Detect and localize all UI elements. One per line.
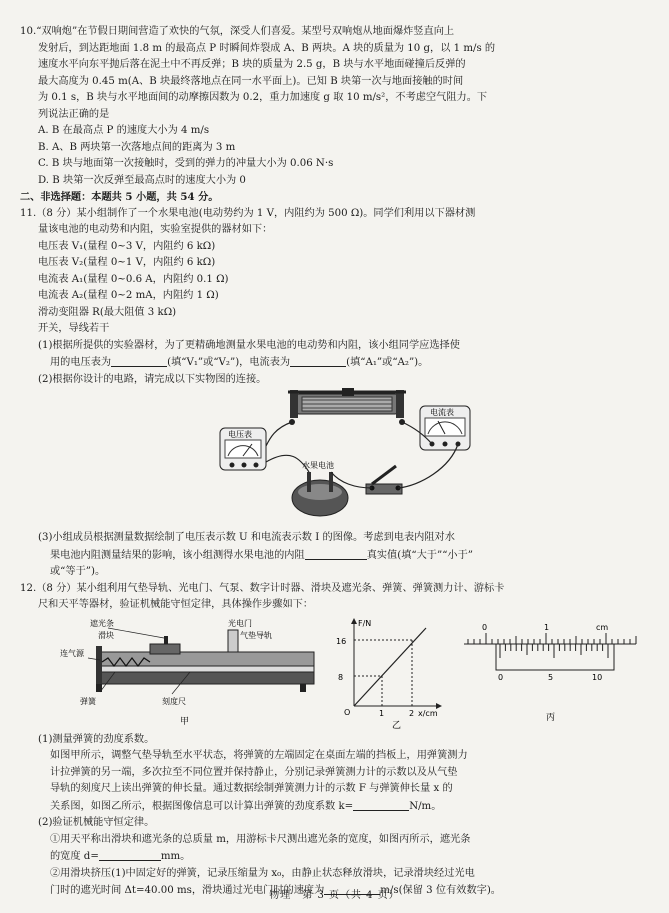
wire [398,444,458,488]
q12-part2-answer-line [20,848,652,866]
text: 门时的遮光时间 Δt=40.00 ms，滑块通过光电门时的速度为 [50,885,325,896]
chart-origin: O [344,707,351,717]
section-heading: 二、非选择题：本题共 5 小题，共 54 分。 [20,191,219,203]
ruler-label: 刻度尺 [162,696,186,706]
q10-line: 10.“双响炮”在节假日期间营造了欢快的气氛，深受人们喜爱。某型号双响炮从地面爆炸竖直向上 [20,26,455,37]
q12-part1-line: 如图甲所示，调整气垫导轨至水平状态，将弹簧的左端固定在桌面左端的挡板上，用弹簧测力 [50,750,468,761]
circuit-svg [20,388,652,530]
vernier-tick-label: 0 [498,672,504,682]
answer-blank-width[interactable] [99,848,161,861]
q10-option-b: B. A、B 两块第一次落地点间的距离为 3 m [38,141,236,153]
q11-part2: (2)根据你设计的电路，请完成以下实物图的连接。 [38,373,267,385]
exam-page [20,24,652,900]
q10-line: 最大高度为 0.45 m(A、B 块最终落地点在同一水平面上)。已知 B 块第一次与地面接触的时间 [38,75,464,87]
equipment-item: 电流表 A₂(量程 0~2 mA，内阻约 1 Ω) [38,290,219,301]
spring-label: 弹簧 [80,696,96,706]
text: 用的电压表为 [50,357,112,368]
q12-part2-line: ②用滑块挤压(1)中固定好的弹簧，记录压缩量为 x₀，由静止状态释放滑块，记录滑块经过光电 [50,867,475,879]
photogate-icon [228,630,238,652]
figure-caption: 乙 [392,720,402,730]
q10-option-c: C. B 块与地面第一次接触时，受到的弹力的冲量大小为 0.06 N·s [38,158,334,169]
ammeter-label: 电流表 [430,408,454,417]
q10-line: 速度水平向东平抛后落在泥土中不再反弹；B 块的质量为 2.5 g，B 块与水平地面碰撞后反弹的 [38,59,466,70]
ammeter-icon [420,406,470,450]
question-11 [20,206,652,581]
q10-option-a: A. B 在最高点 P 的速度大小为 4 m/s [38,125,210,136]
vernier-tick-label: 5 [548,672,554,682]
q11-line: 量该电池的电动势和内阻，实验室提供的器材如下： [38,224,273,235]
q12-part1-answer-line [20,798,652,816]
text: N/m。 [409,800,442,812]
equipment-item: 电压表 V₁(量程 0~3 V，内阻约 6 kΩ) [38,240,216,252]
rail-label: 气垫导轨 [240,630,272,640]
y-tick-label: 16 [336,636,347,646]
q10-line: 列说法正确的是 [38,108,110,120]
question-12 [20,581,652,900]
q12-figures [20,614,652,732]
chart-ylabel: F/N [358,618,372,628]
q12-part1-title: (1)测量弹簧的劲度系数。 [38,733,155,745]
air-track-figure [60,616,320,730]
answer-blank-resistance[interactable] [305,547,367,560]
vernier-caliper-figure [460,622,640,730]
vernier-scale [500,644,608,658]
text: m/s(保留 3 位有效数字)。 [380,885,501,896]
voltmeter-label: 电压表 [228,430,252,439]
equipment-item: 电流表 A₁(量程 0~0.6 A，内阻约 0.1 Ω) [38,273,229,285]
circuit-figure [20,388,652,530]
text: 真实值(填“大于”“小于” [366,549,473,561]
answer-blank-k[interactable] [353,798,409,811]
q10-option-d: D. B 块第一次反弹至最高点时的速度大小为 0 [38,174,246,186]
slider-icon [150,644,180,654]
voltmeter-icon [220,428,266,470]
text: (填“A₁”或“A₂”)。 [346,357,429,368]
q11-part1: (1)根据所提供的实验器材，为了更精确地测量水果电池的电动势和内阻，该小组同学应选择使 [38,339,460,351]
x-tick-label: 2 [409,708,415,718]
slider-label: 滑块 [98,630,114,640]
answer-blank-ammeter[interactable] [290,354,346,367]
equipment-item: 滑动变阻器 R(最大阻值 3 kΩ) [38,306,177,318]
main-scale [468,633,636,644]
q12-part2-line: ①用天平称出滑块和遮光条的总质量 m，用游标卡尺测出遮光条的宽度，如图丙所示，遮光条 [50,833,471,845]
text: 关系图，如图乙所示，根据图像信息可以计算出弹簧的劲度系数 k= [50,800,354,812]
q11-part3-tail: 或“等于”)。 [50,566,106,577]
q10-line: 发射后，到达距地面 1.8 m 的最高点 P 时瞬间炸裂成 A、B 两块。A 块的质量为 10 g，以 1 m/s 的 [38,42,496,54]
q12-line: 尺和天平等器材，验证机械能守恒定律，具体操作步骤如下： [38,599,314,610]
question-10 [20,24,652,189]
q12-line: 12.（8 分）某小组利用气垫导轨、光电门、气泵、数字计时器、滑块及遮光条、弹簧、弹簧测力计、游标卡 [20,582,505,594]
equipment-item: 开关，导线若干 [38,323,110,334]
equipment-item: 电压表 V₂(量程 0~1 V，内阻约 6 kΩ) [38,257,216,268]
q12-part1-line: 导轨的刻度尺上读出弹簧的伸长量。通过数据绘制弹簧测力计的示数 F 与弹簧伸长量 x 的 [50,783,453,794]
wire [266,422,292,446]
q11-line: 11.（8 分）某小组制作了一个水果电池(电动势约为 1 V，内阻约为 500 Ω)。同学们利用以下器材测 [20,207,476,219]
gate-label: 光电门 [228,618,252,628]
q11-part3-answer-line [20,547,652,565]
text: 果电池内阻测量结果的影响，该小组测得水果电池的内阻 [50,549,305,561]
rheostat-icon [288,388,406,425]
main-tick-label: 1 [544,622,550,632]
q12-part2-title: (2)验证机械能守恒定律。 [38,817,155,828]
q11-part1-answer-line [20,354,652,372]
force-extension-chart [332,616,442,730]
text: (填“V₁”或“V₂”)，电流表为 [167,357,291,368]
q11-part3: (3)小组成员根据测量数据绘制了电压表示数 U 和电流表示数 I 的图像。考虑到电表内阻对水 [38,532,455,543]
vernier-tick-label: 10 [592,672,603,682]
text: mm。 [160,851,191,862]
shade-strip-icon [164,636,168,644]
q10-line: 为 0.1 s，B 块与水平地面间的动摩擦因数为 0.2，重力加速度 g 取 10 m/s²，不考虑空气阻力。下 [38,92,488,103]
y-tick-label: 8 [338,672,344,682]
battery-label: 水果电池 [302,461,334,470]
inlet-label: 连气源 [60,648,84,658]
chart-xlabel: x/cm [418,708,438,718]
answer-blank-voltmeter[interactable] [111,354,167,367]
q12-part1-line: 计拉弹簧的另一端，多次拉至不同位置并保持静止，分别记录弹簧测力计的示数以及从气垫 [50,766,458,778]
shade-label: 遮光条 [90,618,114,628]
unit-label: cm [596,622,609,632]
x-tick-label: 1 [379,708,385,718]
figure-caption: 丙 [546,712,556,723]
fruit-battery-icon [292,460,348,516]
text: 的宽度 d= [50,851,99,862]
switch-icon [366,466,402,494]
page-footer: 物理 第 3 页（共 4 页） [269,890,400,901]
main-tick-label: 0 [482,622,488,632]
figure-caption: 甲 [180,716,190,727]
